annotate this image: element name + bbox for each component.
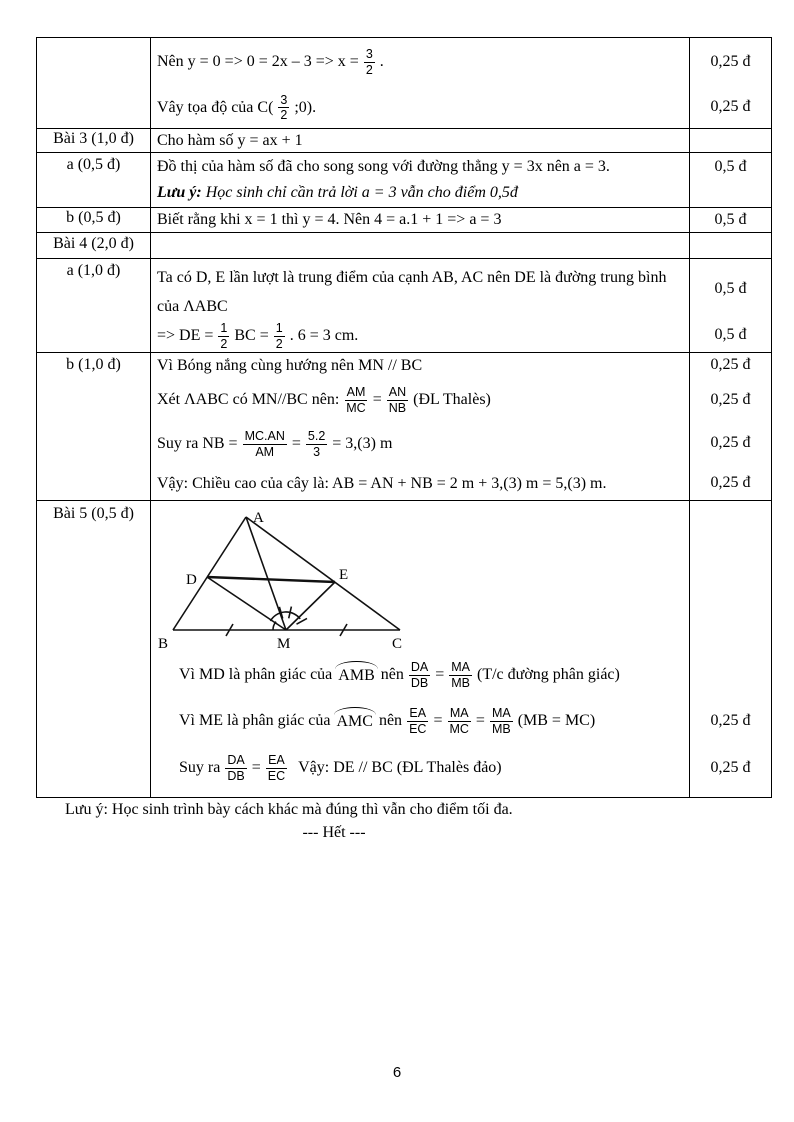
fraction: $\frac{AN}{NB}$: [388, 385, 407, 415]
triangle-figure: [148, 501, 418, 653]
solution-line: [157, 319, 683, 353]
solution-text: Biết rằng khi x = 1 thì y = 4. Nên 4 = a.1 + 1 => a = 3: [157, 211, 502, 228]
math-text: nên: [380, 666, 404, 683]
solution-line: [157, 38, 683, 86]
fraction: $\frac{MA}{MC}$: [449, 706, 469, 736]
solution-line: [157, 422, 683, 466]
table-row-bai5: [37, 501, 771, 797]
problem-text: Cho hàm số y = ax + 1: [157, 132, 303, 149]
solution-line: [157, 697, 683, 745]
score-cell: [690, 233, 771, 258]
math-text: . 6 = 3 cm.: [289, 327, 359, 344]
math-text: (MB = MC): [517, 712, 596, 729]
content-cell: [151, 208, 690, 232]
score-value: 0,25 đ: [710, 434, 751, 452]
vertex-label-b: B: [158, 636, 169, 652]
solution-text: Vậy: Chiều cao của cây là: AB = AN + NB = 2 m + 3,(3) m = 5,(3) m.: [157, 474, 607, 492]
equals-sign: =: [433, 712, 443, 729]
score-value: 0,25 đ: [710, 759, 751, 776]
math-text: => DE =: [157, 327, 214, 344]
figure-container: [157, 501, 683, 653]
score-cell: [690, 129, 771, 152]
label-cell: a (0,5 đ): [37, 153, 151, 207]
score-value: 0,25 đ: [710, 390, 751, 408]
end-marker: --- Hết ---: [302, 824, 366, 841]
fraction: $\frac{DA}{DB}$: [227, 753, 245, 783]
fraction: $\frac{MA}{MB}$: [491, 706, 511, 736]
solution-line: [157, 86, 683, 129]
score-value: 0,25 đ: [710, 97, 751, 115]
table-row-bai4a: [37, 259, 771, 353]
solution-text: Vì Bóng nắng cùng hướng nên MN // BC: [157, 356, 423, 374]
fraction: $\frac{EA}{EC}$: [267, 753, 286, 783]
table-row-bai4b: [37, 353, 771, 501]
solution-line: [157, 653, 683, 697]
fraction: $\frac{3}{2}$: [280, 92, 288, 122]
math-text: BC =: [234, 327, 269, 344]
angle-arc-label: AMC: [336, 712, 373, 730]
table-row-bai3b: [37, 208, 771, 233]
equals-sign: =: [291, 435, 301, 452]
score-value: 0,5 đ: [714, 326, 747, 344]
label-cell: a (1,0 đ): [37, 259, 151, 352]
content-cell: [151, 153, 690, 207]
math-text: Suy ra NB =: [157, 435, 238, 452]
vertex-label-d: D: [186, 572, 197, 588]
score-value: 0,5 đ: [714, 211, 747, 228]
solution-line: [157, 745, 683, 791]
label-cell: Bài 3 (1,0 đ): [37, 129, 151, 152]
score-cell: [690, 259, 771, 352]
math-text: Nên y = 0 => 0 = 2x – 3 => x =: [157, 53, 359, 70]
score-value: 0,25 đ: [710, 473, 751, 491]
grading-note: [157, 179, 683, 206]
fraction: $\frac{MC.AN}{AM}$: [244, 429, 285, 459]
content-cell: [151, 233, 690, 258]
score-value: 0,25 đ: [710, 356, 751, 374]
score-cell: [690, 208, 771, 232]
equals-sign: =: [435, 666, 445, 683]
label-cell: Bài 5 (0,5 đ): [37, 501, 151, 797]
math-text: nên: [378, 712, 403, 729]
table-row-bai4: [37, 233, 771, 259]
score-cell: [690, 501, 771, 797]
vertex-label-e: E: [339, 567, 349, 583]
solution-text: Đồ thị của hàm số đã cho song song với đường thẳng y = 3x nên a = 3.: [157, 158, 610, 175]
math-text: Vậy: DE // BC (ĐL Thalès đảo): [298, 759, 502, 776]
fraction: $\frac{1}{2}$: [275, 321, 283, 351]
label-cell: b (0,5 đ): [37, 208, 151, 232]
angle-arc-label: AMB: [338, 666, 375, 684]
equals-sign: =: [475, 712, 485, 729]
math-text: Vì MD là phân giác của: [179, 666, 333, 683]
score-value: 0,5 đ: [714, 279, 747, 297]
solution-line: [157, 378, 683, 422]
score-value: 0,5 đ: [714, 158, 747, 175]
content-cell: [151, 353, 690, 500]
label-cell: Bài 4 (2,0 đ): [37, 233, 151, 258]
vertex-label-c: C: [392, 636, 403, 652]
math-text: Xét ΛABC có MN//BC nên:: [157, 391, 340, 408]
solution-line: [157, 353, 683, 378]
equals-sign: =: [372, 391, 382, 408]
table-row-continuation: [37, 38, 771, 129]
equals-sign: =: [251, 759, 261, 776]
footer-note: Lưu ý: Học sinh trình bày cách khác mà đúng thì vẫn cho điểm tối đa.: [65, 801, 513, 818]
vertex-label-a: A: [253, 510, 264, 526]
fraction: $\frac{MA}{MB}$: [451, 660, 470, 690]
score-value: 0,25 đ: [710, 712, 751, 729]
score-cell: [690, 353, 771, 500]
fraction: $\frac{AM}{MC}$: [346, 385, 366, 415]
solution-text: Ta có D, E lần lượt là trung điểm của cạnh AB, AC nên DE là đường trung bình của ΛABC: [157, 269, 667, 315]
table-row-bai3: [37, 129, 771, 153]
score-cell: [690, 38, 771, 128]
score-cell: [690, 153, 771, 207]
score-value: [690, 653, 771, 697]
content-cell: [151, 129, 690, 152]
note-label: Lưu ý:: [157, 184, 202, 201]
fraction: $\frac{5.2}{3}$: [307, 429, 326, 459]
fraction: $\frac{3}{2}$: [365, 47, 373, 77]
math-text: (ĐL Thalès): [413, 391, 491, 408]
math-text: .: [379, 53, 384, 70]
vertex-label-m: M: [277, 636, 291, 652]
angle-arc-inner: [273, 622, 276, 630]
table-row-bai3a: [37, 153, 771, 208]
solution-line: [157, 466, 683, 501]
math-text: ;0).: [294, 98, 317, 116]
fraction: $\frac{1}{2}$: [220, 321, 228, 351]
math-text: Vây tọa độ của C(: [157, 98, 274, 116]
score-spacer: [690, 501, 771, 653]
content-cell: [151, 259, 690, 352]
score-value: 0,25 đ: [710, 52, 751, 70]
fraction: $\frac{EA}{EC}$: [409, 706, 427, 736]
rubric-table: [36, 37, 772, 798]
content-cell: [151, 501, 690, 797]
label-cell: [37, 38, 151, 128]
page-number: 6: [392, 1064, 402, 1081]
math-text: (T/c đường phân giác): [477, 666, 620, 683]
math-text: = 3,(3) m: [332, 435, 393, 452]
math-text: Suy ra: [179, 759, 221, 776]
label-cell: b (1,0 đ): [37, 353, 151, 500]
note-text: Học sinh chỉ cần trả lời a = 3 vẫn cho điểm 0,5đ: [205, 184, 518, 201]
math-text: Vì ME là phân giác của: [179, 712, 331, 729]
fraction: $\frac{DA}{DB}$: [410, 660, 429, 690]
content-cell: [151, 38, 690, 128]
